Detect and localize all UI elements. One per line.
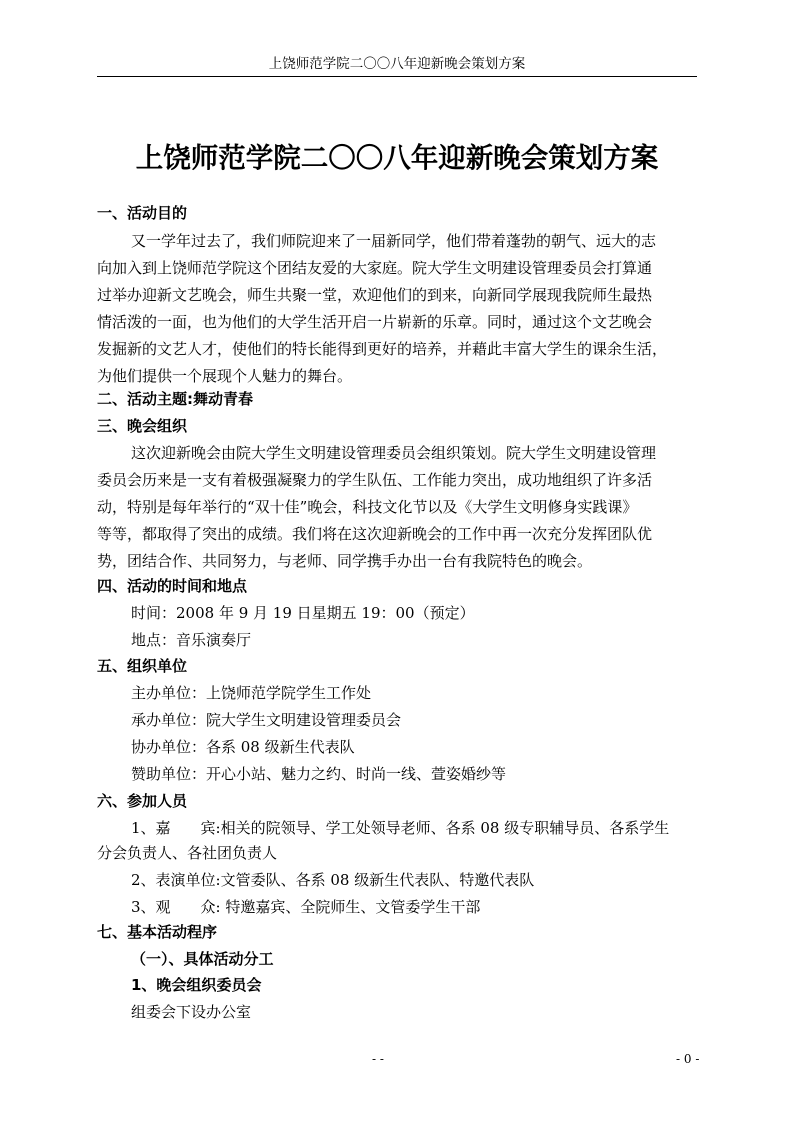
participants-performers: 2、表演单位:文管委队、各系 08 级新生代表队、特邀代表队	[131, 871, 535, 889]
section-heading-7: 七、基本活动程序	[97, 923, 218, 941]
section-heading-6: 六、参加人员	[97, 792, 188, 810]
section-heading-2: 二、活动主题:舞动青春	[97, 390, 253, 408]
document-title: 上饶师范学院二〇〇八年迎新晚会策划方案	[135, 142, 659, 174]
event-time: 时间：2008 年 9 月 19 日星期五 19：00（预定）	[131, 604, 475, 622]
event-place: 地点：音乐演奏厅	[131, 631, 252, 649]
host-unit: 主办单位：上饶师范学院学生工作处	[131, 684, 372, 702]
page-number: - 0 -	[676, 1052, 700, 1066]
header-rule	[97, 76, 697, 77]
participants-guests: 1、嘉 宾:相关的院领导、学工处领导老师、各系 08 级专职辅导员、各系学生	[131, 819, 670, 837]
running-header: 上饶师范学院二〇〇八年迎新晚会策划方案	[268, 56, 526, 72]
participants-audience: 3、观 众: 特邀嘉宾、全院师生、文管委学生干部	[131, 898, 481, 916]
paragraph-line: 这次迎新晚会由院大学生文明建设管理委员会组织策划。院大学生文明建设管理	[131, 444, 657, 462]
paragraph-line: 又一学年过去了，我们师院迎来了一届新同学，他们带着蓬勃的朝气、远大的志	[131, 232, 657, 250]
paragraph-line: 向加入到上饶师范学院这个团结友爱的大家庭。院大学生文明建设管理委员会打算通	[97, 259, 653, 277]
paragraph-line: 为他们提供一个展现个人魅力的舞台。	[97, 367, 353, 385]
participants-guests-cont: 分会负责人、各社团负责人	[97, 844, 278, 862]
paragraph-line: 组委会下设办公室	[131, 1003, 252, 1021]
paragraph-line: 发掘新的文艺人才，使他们的特长能得到更好的培养，并藉此丰富大学生的课余生活，	[97, 340, 668, 358]
paragraph-line: 过举办迎新文艺晚会，师生共聚一堂，欢迎他们的到来，向新同学展现我院师生最热	[97, 286, 653, 304]
item-heading: 1、晚会组织委员会	[131, 976, 262, 994]
paragraph-line: 势，团结合作、共同努力，与老师、同学携手办出一台有我院特色的晚会。	[97, 552, 593, 570]
footer-marker: - -	[372, 1052, 384, 1066]
organizer-unit: 承办单位：院大学生文明建设管理委员会	[131, 711, 402, 729]
sponsor-unit: 赞助单位：开心小站、魅力之约、时尚一线、萱姿婚纱等	[131, 765, 507, 783]
section-heading-4: 四、活动的时间和地点	[97, 577, 248, 595]
paragraph-line: 情活泼的一面，也为他们的大学生活开启一片崭新的乐章。同时，通过这个文艺晚会	[97, 313, 653, 331]
section-heading-1: 一、活动目的	[97, 204, 188, 222]
section-heading-5: 五、组织单位	[97, 657, 188, 675]
paragraph-line: 动，特别是每年举行的“双十佳”晚会，科技文化节以及《大学生文明修身实践课》	[97, 498, 638, 516]
subsection-heading: （一）、具体活动分工	[131, 950, 274, 968]
section-heading-3: 三、晚会组织	[97, 417, 188, 435]
paragraph-line: 等等，都取得了突出的成绩。我们将在这次迎新晚会的工作中再一次充分发挥团队优	[97, 525, 653, 543]
assist-unit: 协办单位：各系 08 级新生代表队	[131, 738, 355, 756]
paragraph-line: 委员会历来是一支有着极强凝聚力的学生队伍、工作能力突出，成功地组织了许多活	[97, 471, 653, 489]
